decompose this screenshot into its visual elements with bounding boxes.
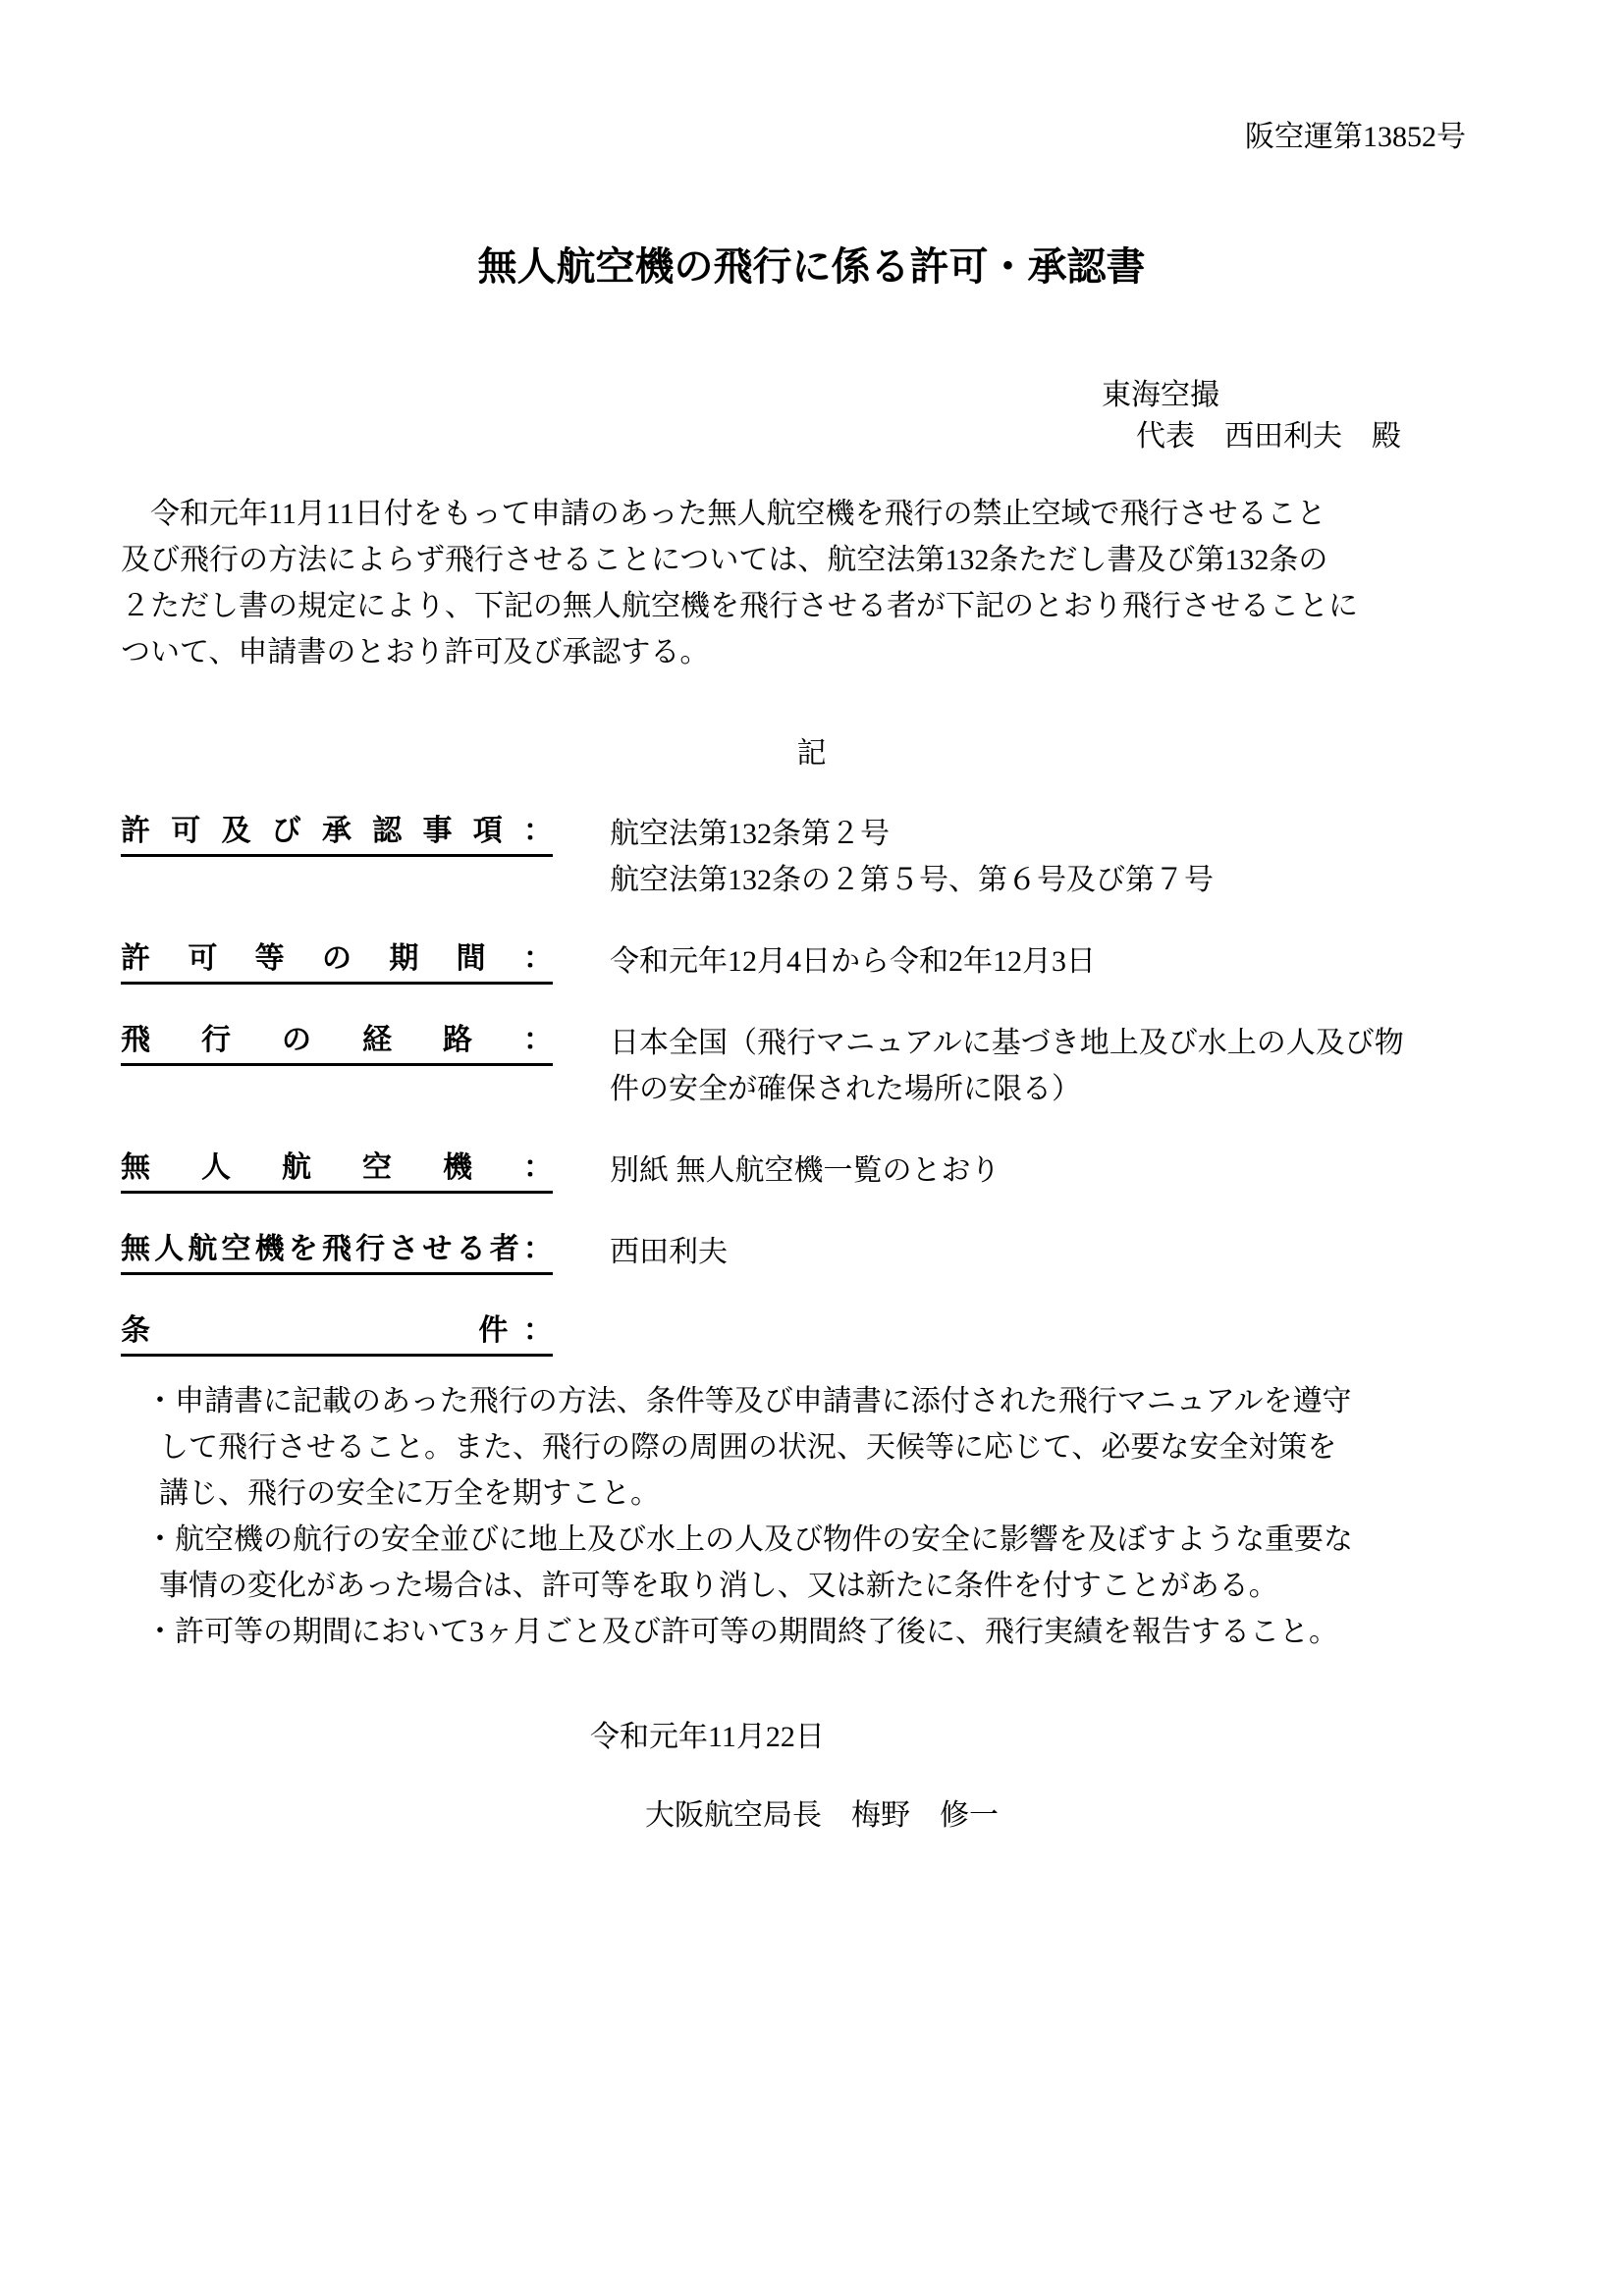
addressee-block (121, 375, 1502, 457)
field-label-permission-items: 許 可 及 び 承 認 事 項 ： (121, 811, 553, 857)
field-value-line: 航空法第132条第２号 (610, 818, 890, 850)
field-value-permit-period (553, 938, 1096, 985)
field-value-line: 西田利夫 (610, 1236, 728, 1268)
field-value-uav (553, 1148, 1001, 1194)
issuer-signature: 大阪航空局長 梅野 修一 (645, 1799, 999, 1832)
body-line: 令和元年11月11日付をもって申請のあった無人航空機を飛行の禁止空域で飛行させること (121, 498, 1326, 530)
body-line: ２ただし書の規定により、下記の無人航空機を飛行させる者が下記のとおり飛行させることに (121, 590, 1358, 622)
conditions-list (121, 1378, 1502, 1655)
field-label-operator: 無 人 航 空 機 を 飛 行 さ せ る 者 ： (121, 1229, 553, 1275)
body-line: ついて、申請書のとおり許可及び承認する。 (121, 636, 710, 668)
field-value-line: 件の安全が確保された場所に限る） (610, 1073, 1081, 1105)
body-line: 及び飛行の方法によらず飛行させることについては、航空法第132条ただし書及び第132条の (121, 544, 1328, 576)
addressee-representative: 代表 西田利夫 殿 (1136, 420, 1401, 453)
field-value-permission-items (553, 811, 1214, 903)
condition-line: 事情の変化があった場合は、許可等を取り消し、又は新たに条件を付すことがある。 (159, 1570, 1278, 1602)
fields-section (121, 811, 1502, 1357)
ki-heading: 記 (796, 737, 827, 770)
body-paragraph (121, 491, 1502, 675)
document-number: 阪空運第13852号 (1245, 121, 1466, 153)
field-value-operator (553, 1229, 728, 1275)
field-value-line: 航空法第132条の２第５号、第６号及び第７号 (610, 864, 1214, 896)
field-row-permit-period (121, 938, 1502, 985)
field-label-permit-period: 許 可 等 の 期 間 ： (121, 938, 553, 985)
field-row-permission-items (121, 811, 1502, 903)
field-value-line: 令和元年12月4日から令和2年12月3日 (610, 945, 1096, 978)
condition-line: ・航空機の航行の安全並びに地上及び水上の人及び物件の安全に影響を及ぼすような重要な (145, 1523, 1353, 1556)
condition-line: 講じ、飛行の安全に万全を期すこと。 (159, 1477, 660, 1510)
field-label-conditions: 条 件 ： (121, 1310, 553, 1357)
page-title: 無人航空機の飛行に係る許可・承認書 (477, 245, 1146, 289)
field-label-flight-route: 飛 行 の 経 路 ： (121, 1020, 553, 1066)
field-row-uav (121, 1148, 1502, 1194)
field-row-flight-route (121, 1020, 1502, 1112)
field-label-uav: 無 人 航 空 機 ： (121, 1148, 553, 1194)
field-value-line: 別紙 無人航空機一覧のとおり (610, 1154, 1001, 1187)
condition-line: ・申請書に記載のあった飛行の方法、条件等及び申請書に添付された飛行マニュアルを遵守 (145, 1385, 1352, 1417)
field-value-flight-route (553, 1020, 1404, 1112)
addressee-company: 東海空撮 (1102, 379, 1219, 411)
field-row-operator (121, 1229, 1502, 1275)
field-value-line: 日本全国（飛行マニュアルに基づき地上及び水上の人及び物 (610, 1027, 1404, 1059)
issue-date: 令和元年11月22日 (590, 1721, 825, 1753)
field-row-conditions (121, 1310, 1502, 1357)
condition-line: して飛行させること。また、飛行の際の周囲の状況、天候等に応じて、必要な安全対策を (159, 1431, 1337, 1464)
condition-line: ・許可等の期間において3ヶ月ごと及び許可等の期間終了後に、飛行実績を報告すること。 (145, 1616, 1338, 1648)
